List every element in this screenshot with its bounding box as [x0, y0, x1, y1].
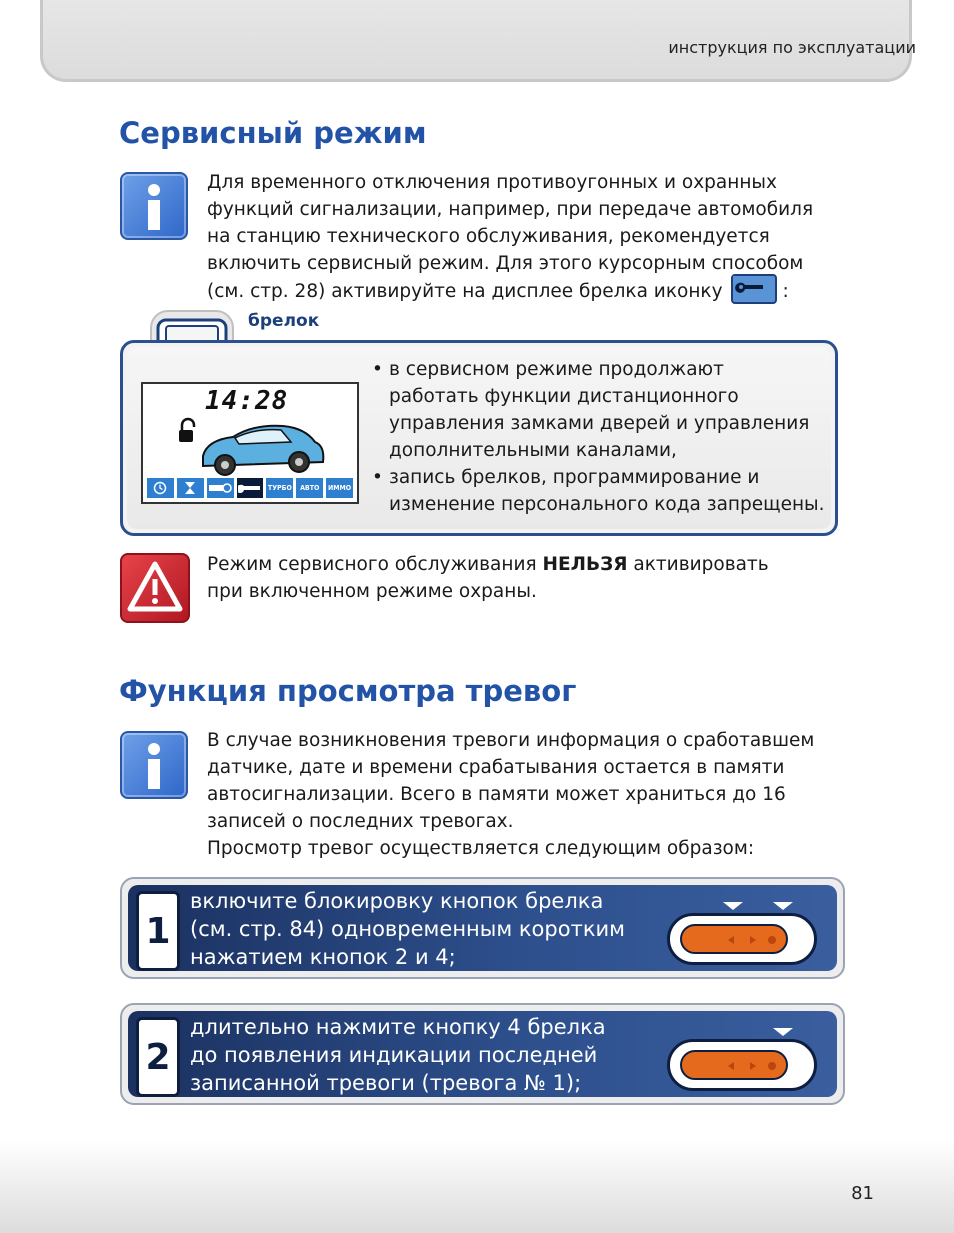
turbo-label: ТУРБО: [266, 478, 293, 498]
press-arrow-icon: [773, 1028, 793, 1036]
key-fob-icon: [667, 1039, 817, 1091]
step-number: 1: [136, 891, 180, 971]
step-text: включите блокировку кнопок брелка (см. стр. 84) одновременным коротким нажатием кнопок 2 и 4;: [190, 889, 625, 969]
auto-label: АВТО: [296, 478, 323, 498]
service-warning-text: Режим сервисного обслуживания НЕЛЬЗЯ активировать при включенном режиме охраны.: [207, 554, 769, 602]
press-arrow-icon: [773, 902, 793, 910]
fob-label: брелок: [248, 311, 320, 331]
lcd-icon-bar: [147, 478, 353, 498]
clock-icon: [147, 478, 174, 498]
step-1: [120, 877, 845, 979]
info-icon: [120, 172, 188, 240]
section-title-alarms: Функция просмотра тревог: [119, 674, 577, 708]
list-item: • в сервисном режиме продолжают работать функции дистанционного управления замками дверей и управления дополнительными каналами,: [372, 359, 810, 461]
header-text: инструкция по эксплуатации: [668, 38, 916, 57]
list-item: • запись брелков, программирование и изменение персонального кода запрещены.: [372, 467, 825, 515]
step-number: 2: [136, 1017, 180, 1097]
alarms-info-text: В случае возникновения тревоги информация о сработавшем датчике, дате и времени срабатывания остается в памяти автосигнализации. Всего в памяти может храниться до 16 записей о последних тревогах. Просмотр тревог осуществляется следующим образом:: [207, 730, 815, 859]
info-icon: [120, 731, 188, 799]
page-footer: [0, 1140, 954, 1233]
warning-icon: [120, 553, 190, 623]
page-number: 81: [851, 1183, 874, 1204]
step-2: [120, 1003, 845, 1105]
service-info-text: Для временного отключения противоугонных и охранных функций сигнализации, например, при передаче автомобиля на станцию технического обслуживания, рекомендуется включить сервисный режим. Для этого курсорным способом (см. стр. 28) активируйте на дисплее брелка иконку :: [207, 172, 814, 302]
immo-label: ИММО: [326, 478, 353, 498]
hourglass-icon: [177, 478, 204, 498]
key-fob-icon: [667, 913, 817, 965]
press-arrow-icon: [723, 902, 743, 910]
step-text: длительно нажмите кнопку 4 брелка до появления индикации последней записанной тревоги (тревога № 1);: [190, 1015, 606, 1095]
section-title-service: Сервисный режим: [119, 116, 427, 150]
wrench-icon: [731, 274, 777, 304]
lcd-display: [141, 382, 359, 504]
key-icon: [207, 478, 234, 498]
service-bullets: [372, 356, 825, 518]
lcd-time: 14:28: [205, 386, 289, 416]
wrench-icon: [237, 478, 264, 498]
